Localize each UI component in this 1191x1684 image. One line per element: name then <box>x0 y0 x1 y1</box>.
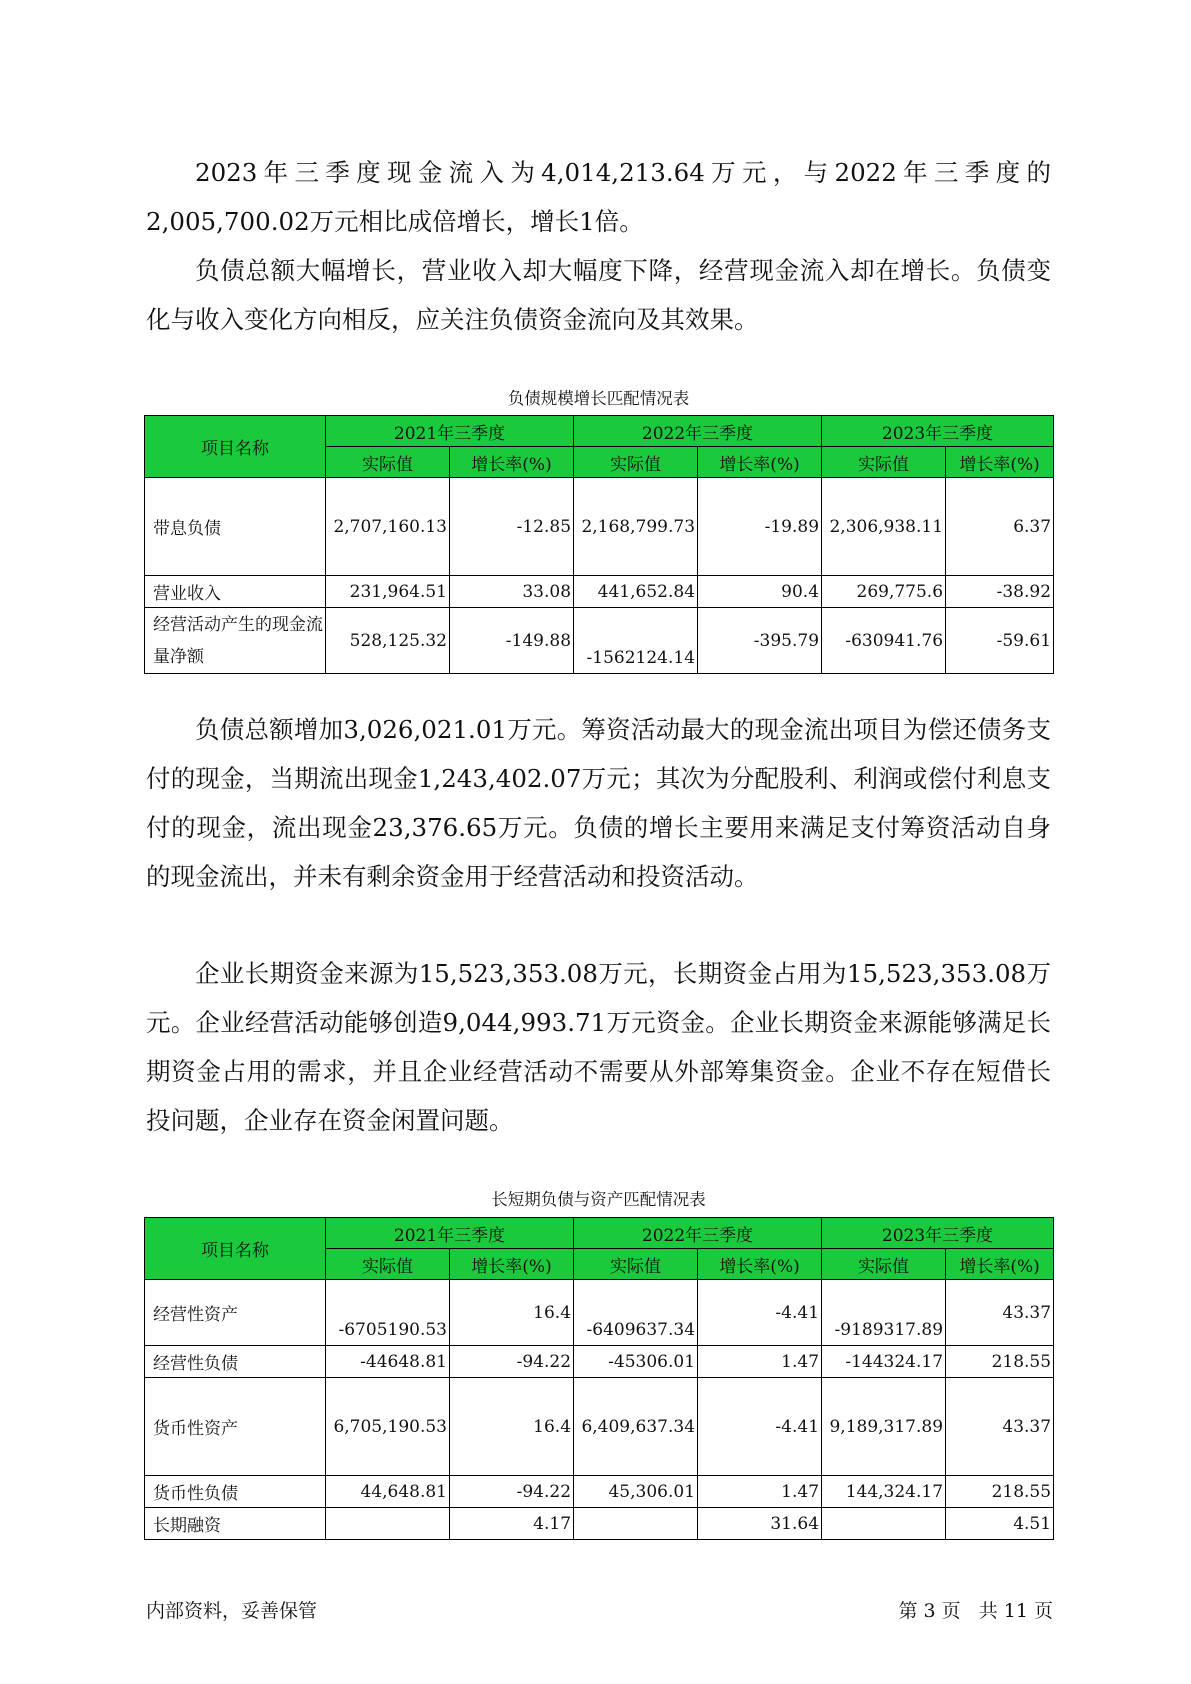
row-name: 长期融资 <box>145 1508 326 1540</box>
cell-value: 6,409,637.34 <box>574 1378 698 1476</box>
cell-value: 9,189,317.89 <box>822 1378 946 1476</box>
header-value: 实际值 <box>574 447 698 478</box>
table-row <box>145 478 1054 576</box>
row-name: 带息负债 <box>145 478 326 576</box>
paragraph-debt-increase: 负债总额增加3,026,021.01万元。筹资活动最大的现金流出项目为偿还债务支付的现金，当期流出现金1,243,402.07万元；其次为分配股利、利润或偿付利息支付的现金，流出现金23,376.65万元。负债的增长主要用来满足支付筹资活动自身的现金流出，并未有剩余资金用于经营活动和投资活动。 <box>146 715 1051 891</box>
cell-value: -1562124.14 <box>574 608 698 674</box>
cell-value <box>822 1508 946 1540</box>
cell-rate: 43.37 <box>946 1378 1054 1476</box>
cell-rate: 218.55 <box>946 1476 1054 1508</box>
cell-rate: 6.37 <box>946 478 1054 576</box>
cell-value: 441,652.84 <box>574 576 698 608</box>
row-name: 经营性负债 <box>145 1346 326 1378</box>
cell-rate: -12.85 <box>450 478 574 576</box>
cell-value: -6409637.34 <box>574 1280 698 1346</box>
table1-caption: 负债规模增长匹配情况表 <box>507 389 690 408</box>
cell-rate: 16.4 <box>450 1280 574 1346</box>
header-value: 实际值 <box>326 1249 450 1280</box>
cell-rate: 31.64 <box>698 1508 822 1540</box>
cell-value: -45306.01 <box>574 1346 698 1378</box>
page-total: 共 11 页 <box>978 1600 1053 1622</box>
cell-value: 44,648.81 <box>326 1476 450 1508</box>
header-rate: 增长率(%) <box>946 447 1054 478</box>
cell-rate: 90.4 <box>698 576 822 608</box>
cell-value: 231,964.51 <box>326 576 450 608</box>
header-rate: 增长率(%) <box>450 1249 574 1280</box>
cell-value <box>574 1508 698 1540</box>
table-row <box>145 1476 1054 1508</box>
header-period-2022: 2022年三季度 <box>574 1218 822 1249</box>
table-row <box>145 1378 1054 1476</box>
header-period-2023: 2023年三季度 <box>822 1218 1054 1249</box>
header-rate: 增长率(%) <box>450 447 574 478</box>
cell-rate: -38.92 <box>946 576 1054 608</box>
cell-value: 269,775.6 <box>822 576 946 608</box>
cell-rate: 4.17 <box>450 1508 574 1540</box>
cell-value: 2,168,799.73 <box>574 478 698 576</box>
header-period-2021: 2021年三季度 <box>326 416 574 447</box>
cell-rate: -94.22 <box>450 1476 574 1508</box>
header-period-2021: 2021年三季度 <box>326 1218 574 1249</box>
table-row <box>145 608 1054 674</box>
cell-value: 45,306.01 <box>574 1476 698 1508</box>
cell-value: 2,707,160.13 <box>326 478 450 576</box>
table-row <box>145 1346 1054 1378</box>
cell-rate: 1.47 <box>698 1476 822 1508</box>
cell-rate: 1.47 <box>698 1346 822 1378</box>
debt-asset-match-table <box>144 1217 1054 1540</box>
paragraph-long-term-funds: 企业长期资金来源为15,523,353.08万元，长期资金占用为15,523,353.08万元。企业经营活动能够创造9,044,993.71万元资金。企业长期资金来源能够满足长期资金占用的需求，并且企业经营活动不需要从外部筹集资金。企业不存在短借长投问题，企业存在资金闲置问题。 <box>146 959 1051 1135</box>
table-row <box>145 1508 1054 1540</box>
cell-value: 6,705,190.53 <box>326 1378 450 1476</box>
header-rate: 增长率(%) <box>946 1249 1054 1280</box>
header-period-2023: 2023年三季度 <box>822 416 1054 447</box>
cell-rate: -4.41 <box>698 1378 822 1476</box>
cell-value: -6705190.53 <box>326 1280 450 1346</box>
header-item-name: 项目名称 <box>145 416 326 478</box>
cell-rate: -149.88 <box>450 608 574 674</box>
cell-value: -9189317.89 <box>822 1280 946 1346</box>
row-name: 经营活动产生的现金流量净额 <box>145 608 326 674</box>
page-current: 第 3 页 <box>898 1600 961 1622</box>
header-value: 实际值 <box>574 1249 698 1280</box>
cell-value <box>326 1508 450 1540</box>
row-name: 货币性负债 <box>145 1476 326 1508</box>
table-row <box>145 1280 1054 1346</box>
paragraph-debt-trend: 负债总额大幅增长，营业收入却大幅度下降，经营现金流入却在增长。负债变化与收入变化方向相反，应关注负债资金流向及其效果。 <box>146 256 1051 334</box>
footer-page-number <box>898 1596 1053 1623</box>
footer-confidential-note: 内部资料，妥善保管 <box>146 1600 318 1622</box>
header-value: 实际值 <box>822 1249 946 1280</box>
cell-rate: 4.51 <box>946 1508 1054 1540</box>
header-value: 实际值 <box>822 447 946 478</box>
cell-rate: 16.4 <box>450 1378 574 1476</box>
cell-value: 2,306,938.11 <box>822 478 946 576</box>
cell-value: -44648.81 <box>326 1346 450 1378</box>
paragraph-cash-inflow: 2023年三季度现金流入为4,014,213.64万元，与2022年三季度的2,005,700.02万元相比成倍增长，增长1倍。 <box>146 158 1051 236</box>
cell-rate: -59.61 <box>946 608 1054 674</box>
table-row <box>145 576 1054 608</box>
row-name: 货币性资产 <box>145 1378 326 1476</box>
cell-rate: 33.08 <box>450 576 574 608</box>
header-period-2022: 2022年三季度 <box>574 416 822 447</box>
header-rate: 增长率(%) <box>698 1249 822 1280</box>
cell-rate: 218.55 <box>946 1346 1054 1378</box>
cell-rate: 43.37 <box>946 1280 1054 1346</box>
row-name: 营业收入 <box>145 576 326 608</box>
header-item-name: 项目名称 <box>145 1218 326 1280</box>
header-value: 实际值 <box>326 447 450 478</box>
header-rate: 增长率(%) <box>698 447 822 478</box>
cell-rate: -19.89 <box>698 478 822 576</box>
cell-value: -630941.76 <box>822 608 946 674</box>
debt-growth-table <box>144 415 1054 674</box>
cell-rate: -94.22 <box>450 1346 574 1378</box>
cell-rate: -4.41 <box>698 1280 822 1346</box>
row-name: 经营性资产 <box>145 1280 326 1346</box>
cell-value: 528,125.32 <box>326 608 450 674</box>
cell-rate: -395.79 <box>698 608 822 674</box>
cell-value: 144,324.17 <box>822 1476 946 1508</box>
table2-caption: 长短期负债与资产匹配情况表 <box>491 1190 706 1209</box>
cell-value: -144324.17 <box>822 1346 946 1378</box>
